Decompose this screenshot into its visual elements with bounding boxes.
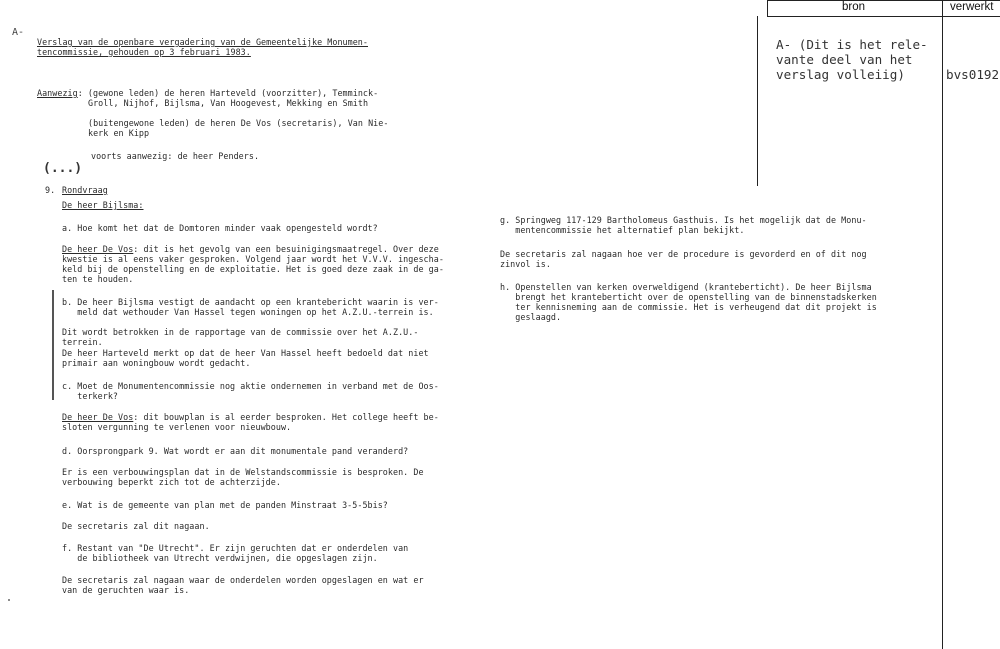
item-c-question-line2: terkerk? — [62, 391, 119, 401]
item-a-answer-text: : dit is het gevolg van een besuinigingsmaatregel. Over deze — [133, 244, 439, 254]
item-a-question: a. Hoe komt het dat de Domtoren minder vaak opengesteld wordt? — [62, 223, 378, 233]
item-h-line2: brengt het kranteberticht over de openstelling van de binnenstadskerken — [500, 292, 877, 302]
item-g-answer-line2: zinvol is. — [500, 259, 551, 269]
speaker-devos-a: De heer De Vos — [62, 244, 134, 254]
document-code: bvs0192 — [946, 67, 1000, 82]
item-b-answer1-line1: Dit wordt betrokken in de rapportage van de commissie over het A.Z.U.- — [62, 327, 419, 337]
item-g-question-line2: mentencommissie het alternatief plan bekijkt. — [500, 225, 745, 235]
item-e-answer: De secretaris zal dit nagaan. — [62, 521, 210, 531]
column-divider-left — [767, 0, 768, 17]
header-bottom-rule — [767, 16, 1000, 17]
ellipsis: (...) — [43, 161, 83, 176]
item-b-answer1-line2: terrein. — [62, 337, 103, 347]
column-divider-bron-verwerkt — [942, 0, 943, 649]
item-c-answer-line2: sloten vergunning te verlenen voor nieuwbouw. — [62, 422, 292, 432]
item-e-question: e. Wat is de gemeente van plan met de panden Minstraat 3-5-5bis? — [62, 500, 388, 510]
item-d-answer-line1: Er is een verbouwingsplan dat in de Welstandscommissie is besproken. De — [62, 467, 424, 477]
item-b-question-line2: meld dat wethouder Van Hassel tegen woningen op het A.Z.U.-terrein is. — [62, 307, 434, 317]
item-b-answer2-line1: De heer Harteveld merkt op dat de heer Van Hassel heeft bedoeld dat niet — [62, 348, 429, 358]
header-bron: bron — [842, 1, 866, 13]
speaker-bijlsma: De heer Bijlsma: — [62, 200, 144, 210]
stray-dot — [8, 599, 10, 601]
source-note: A- (Dit is het rele- vante deel van het verslag volleiig) — [776, 37, 928, 82]
extra-members-line2: kerk en Kipp — [88, 128, 150, 138]
item-f-answer-line1: De secretaris zal nagaan waar de onderdelen worden opgeslagen en wat er — [62, 575, 424, 585]
item-c-answer-text: : dit bouwplan is al eerder besproken. Het college heeft be- — [133, 412, 439, 422]
section-number: 9. — [45, 185, 56, 195]
item-d-question: d. Oorsprongpark 9. Wat wordt er aan dit monumentale pand veranderd? — [62, 446, 409, 456]
item-f-answer-line2: van de geruchten waar is. — [62, 585, 190, 595]
item-f-question-line1: f. Restant van "De Utrecht". Er zijn geruchten dat er onderdelen van — [62, 543, 409, 553]
margin-bar — [52, 290, 54, 400]
item-c-question-line1: c. Moet de Monumentencommissie nog aktie ondernemen in verband met de Oos- — [62, 381, 439, 391]
present-line1: : (gewone leden) de heren Harteveld (voorzitter), Temminck- — [77, 88, 379, 98]
item-f-question-line2: de bibliotheek van Utrecht verdwijnen, die opgeslagen zijn. — [62, 553, 378, 563]
item-b-answer2-line2: primair aan woningbouw wordt gedacht. — [62, 358, 251, 368]
item-a-answer-line1 — [62, 244, 439, 254]
item-b-question-line1: b. De heer Bijlsma vestigt de aandacht op een krantebericht waarin is ver- — [62, 297, 439, 307]
extra-members-line1: (buitengewone leden) de heren De Vos (secretaris), Van Nie- — [88, 118, 389, 128]
item-a-answer-line4: ten te houden. — [62, 274, 134, 284]
item-h-line3: ter kennisneming aan de commissie. Het is verheugend dat dit projekt is — [500, 302, 877, 312]
column-divider-text-bron — [757, 16, 758, 186]
item-d-answer-line2: verbouwing beperkt zich tot de achterzijde. — [62, 477, 281, 487]
item-a-answer-line3: keld bij de openstelling en de exploitatie. Het is goed deze zaak in de ga- — [62, 264, 444, 274]
item-c-answer-line1 — [62, 412, 439, 422]
also-present: voorts aanwezig: de heer Penders. — [91, 151, 260, 161]
item-g-answer-line1: De secretaris zal nagaan hoe ver de procedure is gevorderd en of dit nog — [500, 249, 867, 259]
item-h-line1: h. Openstellen van kerken overweldigend (kranteberticht). De heer Bijlsma — [500, 282, 872, 292]
margin-marker: A- — [12, 27, 25, 38]
header-verwerkt: verwerkt — [950, 1, 994, 13]
section-title: Rondvraag — [62, 185, 108, 195]
report-title-line2: tencommissie, gehouden op 3 februari 1983. — [37, 47, 251, 57]
item-h-line4: geslaagd. — [500, 312, 562, 322]
present-members — [37, 88, 378, 98]
item-a-answer-line2: kwestie is al eens vaker gesproken. Volgend jaar wordt het V.V.V. ingescha- — [62, 254, 444, 264]
report-title-line1: Verslag van de openbare vergadering van de Gemeentelijke Monumen- — [37, 37, 368, 47]
item-g-question-line1: g. Springweg 117-129 Bartholomeus Gasthuis. Is het mogelijk dat de Monu- — [500, 215, 867, 225]
speaker-devos-c: De heer De Vos — [62, 412, 134, 422]
present-line2: Groll, Nijhof, Bijlsma, Van Hoogevest, Mekking en Smith — [88, 98, 369, 108]
present-label: Aanwezig — [37, 88, 78, 98]
